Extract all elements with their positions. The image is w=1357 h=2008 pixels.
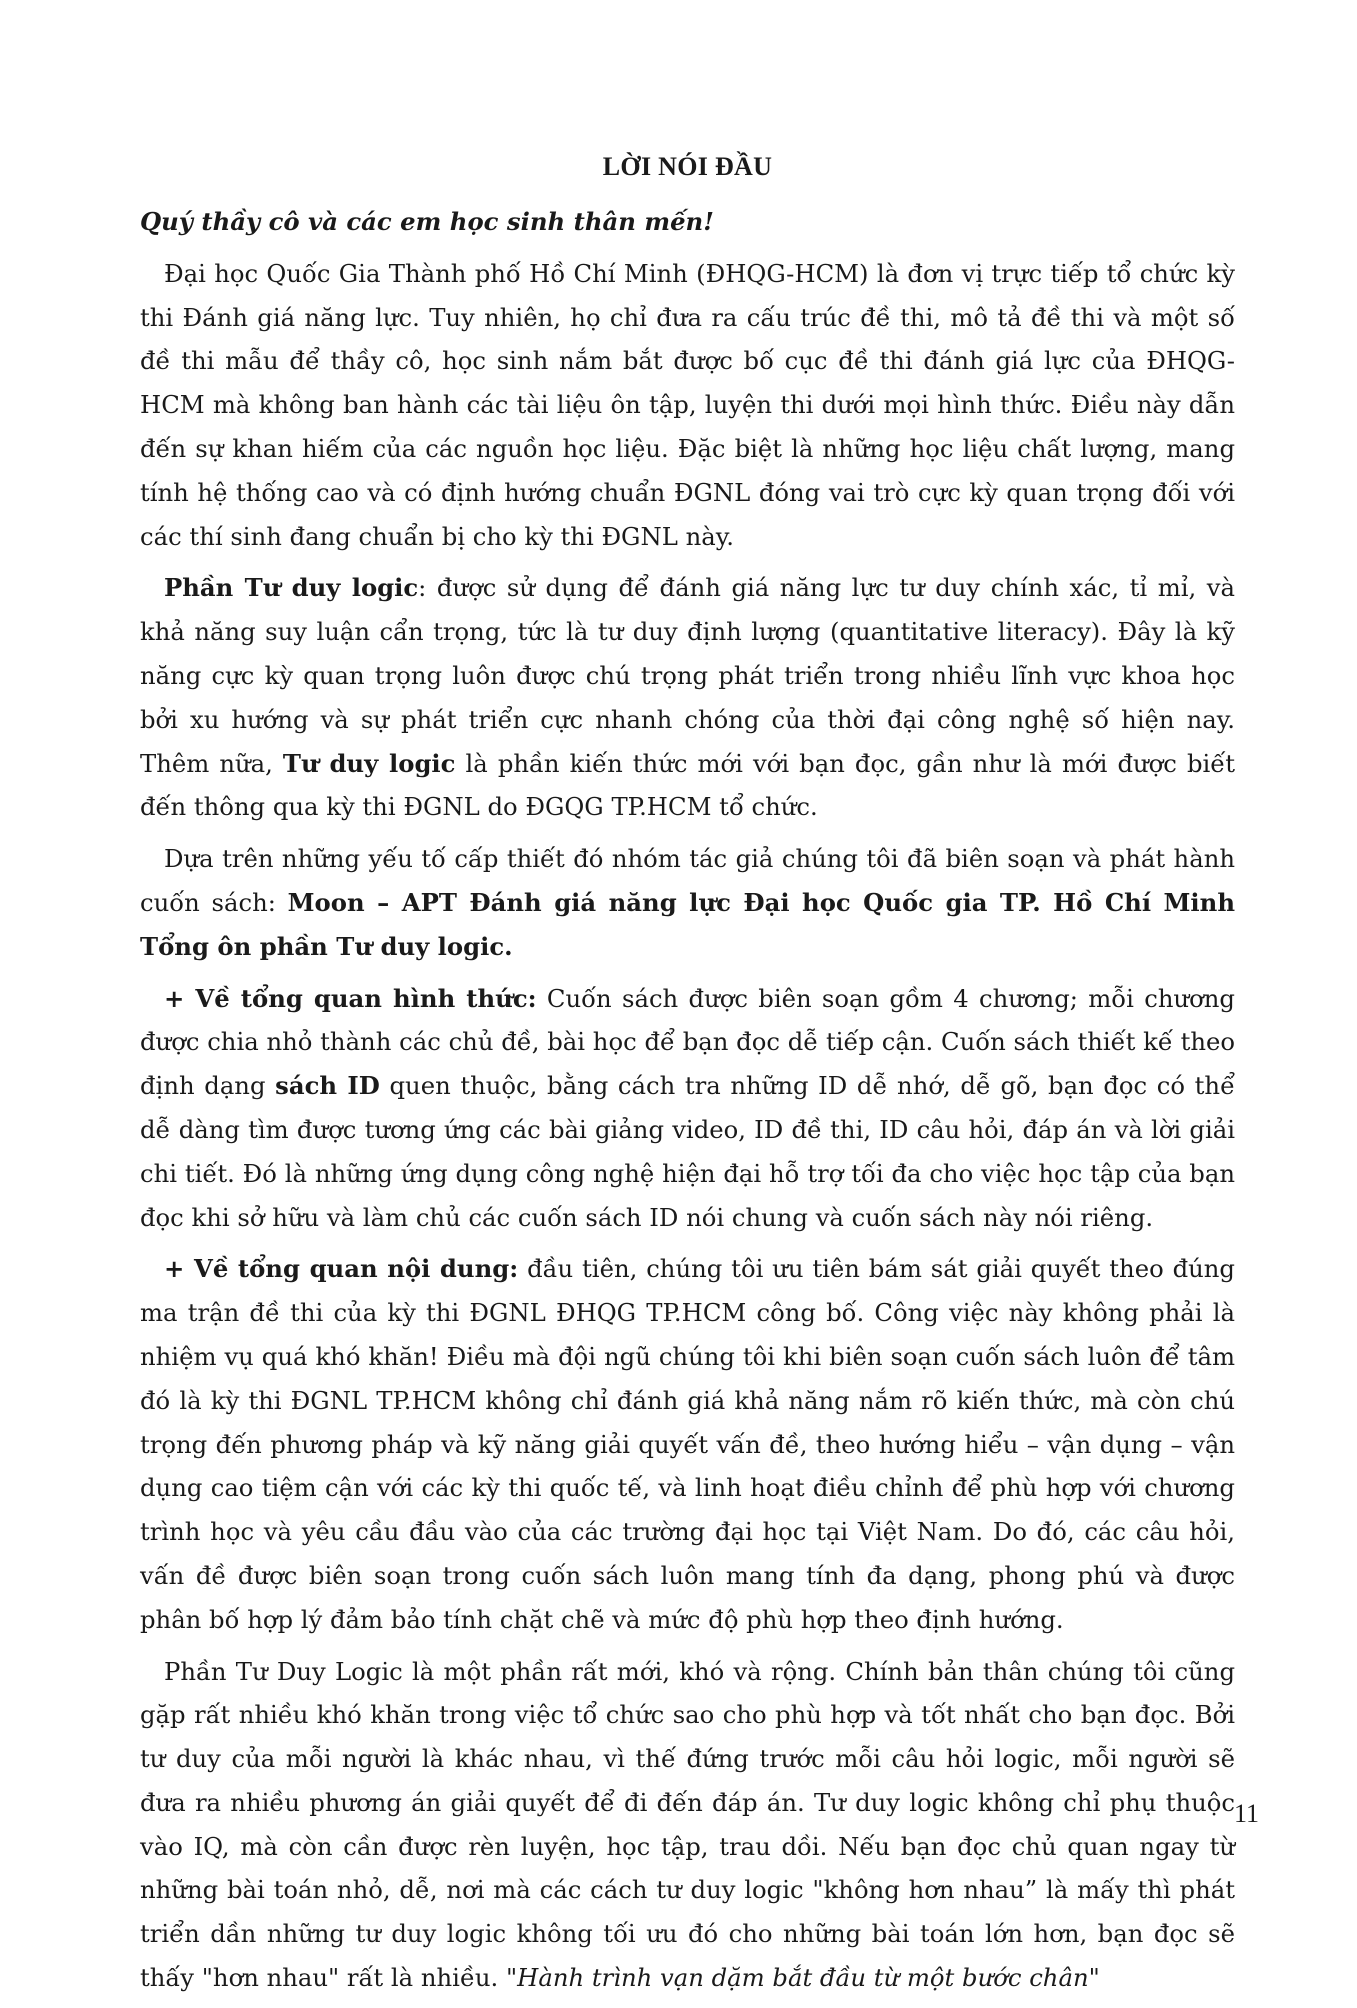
paragraph-4-text-a: Cuốn sách được biên soạn gồm 4 chương; mỗi chương được chia nhỏ thành các chủ đề, bài học để bạn đọc dễ tiếp cận. Cuốn sách thiết kế theo định dạng [140,983,1235,1101]
book-title: Moon – APT Đánh giá năng lực Đại học Quốc gia TP. Hồ Chí Minh Tổng ôn phần Tư duy logic. [140,887,1235,961]
paragraph-2-text-c: là phần kiến thức mới với bạn đọc, gần như là mới được biết đến thông qua kỳ thi ĐGNL do ĐGQG TP.HCM tổ chức. [140,748,1235,822]
paragraph-6-quote: "Hành trình vạn dặm bắt đầu từ một bước chân" [505,1963,1100,1993]
body-text [140,200,1235,2008]
paragraph-2 [140,566,1235,829]
paragraph-5-text-a: đầu tiên, chúng tôi ưu tiên bám sát giải quyết theo đúng ma trận đề thi của kỳ thi ĐGNL ĐHQG TP.HCM công bố. Công việc này không phải là nhiệm vụ quá khó khăn! Điều mà đội ngũ chúng tôi khi biên soạn cuốn sách luôn để tâm đó là kỳ thi ĐGNL TP.HCM không chỉ đánh giá khả năng nắm rõ kiến thức, mà còn chú trọng đến phương pháp và kỹ năng giải quyết vấn đề, theo hướng hiểu – vận dụng – vận dụng cao tiệm cận với các kỳ thi quốc tế, và linh hoạt điều chỉnh để phù hợp với chương trình học và yêu cầu đầu vào của các trường đại học tại Việt Nam. Do đó, các câu hỏi, vấn đề được biên soạn trong cuốn sách luôn mang tính đa dạng, phong phú và được phân bố hợp lý đảm bảo tính chặt chẽ và mức độ phù hợp theo định hướng. [140,1254,1235,1634]
paragraph-5 [140,1247,1235,1641]
greeting: Quý thầy cô và các em học sinh thân mến! [140,207,714,236]
paragraph-2-lead: Phần Tư duy logic [164,573,419,603]
paragraph-6-text-a: Phần Tư Duy Logic là một phần rất mới, khó và rộng. Chính bản thân chúng tôi cũng gặp rất nhiều khó khăn trong việc tổ chức sao cho phù hợp và tốt nhất cho bạn đọc. Bởi tư duy của mỗi người là khác nhau, vì thế đứng trước mỗi câu hỏi logic, mỗi người sẽ đưa ra nhiều phương án giải quyết để đi đến đáp án. Tư duy logic không chỉ phụ thuộc vào IQ, mà còn cần được rèn luyện, học tập, trau dồi. Nếu bạn đọc chủ quan ngay từ những bài toán nhỏ, dễ, nơi mà các cách tư duy logic "không hơn nhau” là mấy thì phát triển dần những tư duy logic không tối ưu đó cho những bài toán lớn hơn, bạn đọc sẽ thấy "hơn nhau" rất là nhiều. [140,1656,1235,1993]
paragraph-5-lead: + Về tổng quan nội dung: [164,1254,519,1284]
paragraph-4-bold-term: sách ID [275,1071,380,1101]
paragraph-4-lead: + Về tổng quan hình thức: [164,983,537,1013]
page-title: LỜI NÓI ĐẦU [602,152,773,181]
paragraph-1: Đại học Quốc Gia Thành phố Hồ Chí Minh (ĐHQG-HCM) là đơn vị trực tiếp tổ chức kỳ thi Đánh giá năng lực. Tuy nhiên, họ chỉ đưa ra cấu trúc đề thi, mô tả đề thi và một số đề thi mẫu để thầy cô, học sinh nắm bắt được bố cục đề thi đánh giá lực của ĐHQG-HCM mà không ban hành các tài liệu ôn tập, luyện thi dưới mọi hình thức. Điều này dẫn đến sự khan hiếm của các nguồn học liệu. Đặc biệt là những học liệu chất lượng, mang tính hệ thống cao và có định hướng chuẩn ĐGNL đóng vai trò cực kỳ quan trọng đối với các thí sinh đang chuẩn bị cho kỳ thi ĐGNL này. [140,258,1235,551]
paragraph-3-text-a: Dựa trên những yếu tố cấp thiết đó nhóm tác giả chúng tôi đã biên soạn và phát hành cuốn sách: [140,844,1235,917]
paragraph-4 [140,977,1235,1240]
paragraph-6 [140,1650,1235,2000]
page-number: 11 [1233,1799,1259,1828]
paragraph-3 [140,837,1235,968]
paragraph-2-bold-term: Tư duy logic [282,748,456,778]
paragraph-2-text-a: : được sử dụng để đánh giá năng lực tư duy chính xác, tỉ mỉ, và khả năng suy luận cẩn trọng, tức là tư duy định lượng (quantitative literacy). Đây là kỹ năng cực kỳ quan trọng luôn được chú trọng phát triển trong nhiều lĩnh vực khoa học bởi xu hướng và sự phát triển cực nhanh chóng của thời đại công nghệ số hiện nay. Thêm nữa, [140,573,1236,778]
paragraph-4-text-c: quen thuộc, bằng cách tra những ID dễ nhớ, dễ gõ, bạn đọc có thể dễ dàng tìm được tương ứng các bài giảng video, ID đề thi, ID câu hỏi, đáp án và lời giải chi tiết. Đó là những ứng dụng công nghệ hiện đại hỗ trợ tối đa cho việc học tập của bạn đọc khi sở hữu và làm chủ các cuốn sách ID nói chung và cuốn sách này nói riêng. [140,1071,1236,1232]
